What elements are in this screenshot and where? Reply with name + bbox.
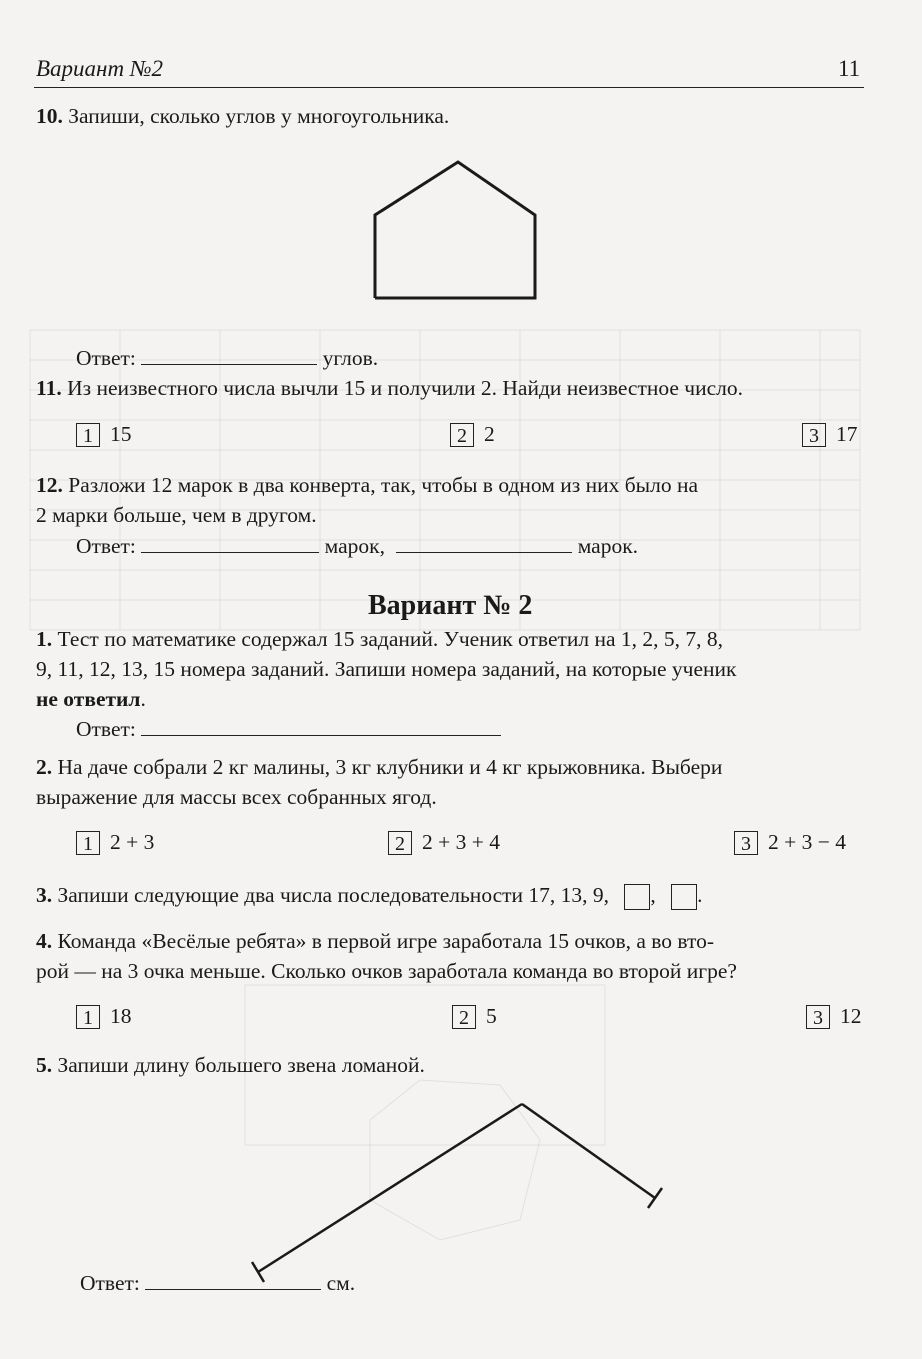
emphasis-text: не ответил — [36, 687, 141, 711]
option-number-box: 3 — [734, 831, 758, 855]
q11-option-2[interactable] — [450, 422, 495, 447]
answer-label: Ответ: — [76, 534, 136, 558]
option-value: 2 + 3 + 4 — [422, 830, 501, 854]
answer-label: Ответ: — [80, 1271, 140, 1295]
header-divider — [34, 87, 864, 88]
v2-question-5 — [36, 1050, 425, 1080]
answer-box-2[interactable] — [671, 884, 697, 910]
question-number: 1. — [36, 627, 53, 651]
question-number: 12. — [36, 473, 63, 497]
answer-blank[interactable] — [141, 715, 501, 736]
question-number: 10. — [36, 104, 63, 128]
v2q2-option-2[interactable] — [388, 830, 500, 855]
option-value: 18 — [110, 1004, 132, 1028]
question-text: Команда «Весёлые ребята» в первой игре заработала 15 очков, а во вто- — [57, 929, 715, 953]
page-number: 11 — [838, 56, 861, 81]
separator: , — [650, 883, 656, 907]
answer-unit-2: марок. — [577, 534, 639, 558]
v2q4-option-3[interactable] — [806, 1004, 862, 1029]
question-text: Запиши следующие два числа последовательности 17, 13, 9, — [57, 883, 610, 907]
answer-blank-1[interactable] — [141, 532, 319, 553]
question-text: Запиши длину большего звена ломаной. — [57, 1053, 425, 1077]
v2-question-1-line2: 9, 11, 12, 13, 15 номера заданий. Запиши номера заданий, на которые ученик — [36, 657, 737, 681]
q12-answer-line — [76, 531, 638, 561]
question-12-line2: 2 марки больше, чем в другом. — [36, 503, 317, 527]
v2-question-2-line2: выражение для массы всех собранных ягод. — [36, 785, 437, 809]
end-period: . — [697, 883, 703, 907]
v2q4-option-2[interactable] — [452, 1004, 497, 1029]
question-number: 2. — [36, 755, 53, 779]
v2q1-answer-line — [76, 714, 501, 744]
option-number-box: 1 — [76, 831, 100, 855]
variant-2-title: Вариант № 2 — [368, 590, 533, 621]
option-number-box: 2 — [388, 831, 412, 855]
answer-unit: см. — [326, 1271, 356, 1295]
question-text: Из неизвестного числа вычли 15 и получили 2. Найди неизвестное число. — [67, 376, 744, 400]
answer-label: Ответ: — [76, 717, 136, 741]
option-value: 12 — [840, 1004, 862, 1028]
v2q5-answer-line — [80, 1268, 355, 1298]
question-12 — [36, 470, 698, 500]
v2-question-2 — [36, 752, 722, 782]
question-11 — [36, 373, 743, 403]
v2-question-1 — [36, 624, 723, 654]
option-number-box: 1 — [76, 423, 100, 447]
question-10 — [36, 101, 449, 131]
question-text: Разложи 12 марок в два конверта, так, чтобы в одном из них было на — [68, 473, 699, 497]
option-number-box: 2 — [452, 1005, 476, 1029]
question-number: 5. — [36, 1053, 53, 1077]
v2q2-option-1[interactable] — [76, 830, 154, 855]
question-number: 11. — [36, 376, 62, 400]
question-text: Тест по математике содержал 15 заданий. Ученик ответил на 1, 2, 5, 7, 8, — [57, 627, 724, 651]
v2q2-option-3[interactable] — [734, 830, 846, 855]
answer-label: Ответ: — [76, 346, 136, 370]
v2-question-1-line3 — [36, 684, 146, 714]
question-number: 4. — [36, 929, 53, 953]
q11-option-3[interactable] — [802, 422, 858, 447]
answer-box-1[interactable] — [624, 884, 650, 910]
header-variant-title: Вариант №2 — [36, 56, 164, 81]
answer-blank[interactable] — [141, 344, 317, 365]
option-number-box: 3 — [802, 423, 826, 447]
v2-question-4-line2: рой — на 3 очка меньше. Сколько очков заработала команда во второй игре? — [36, 959, 737, 983]
option-value: 17 — [836, 422, 858, 446]
answer-blank[interactable] — [145, 1269, 321, 1290]
option-value: 15 — [110, 422, 132, 446]
option-value: 2 — [484, 422, 495, 446]
q10-answer-line — [76, 343, 378, 373]
option-value: 2 + 3 − 4 — [768, 830, 847, 854]
option-value: 2 + 3 — [110, 830, 155, 854]
option-number-box: 2 — [450, 423, 474, 447]
v2-question-3 — [36, 880, 703, 910]
q11-option-1[interactable] — [76, 422, 132, 447]
option-number-box: 3 — [806, 1005, 830, 1029]
option-number-box: 1 — [76, 1005, 100, 1029]
v2-question-4 — [36, 926, 714, 956]
question-text: Запиши, сколько углов у многоугольника. — [68, 104, 450, 128]
question-text: На даче собрали 2 кг малины, 3 кг клубники и 4 кг крыжовника. Выбери — [57, 755, 723, 779]
answer-unit: углов. — [322, 346, 379, 370]
answer-unit-1: марок, — [324, 534, 385, 558]
pentagon-figure — [370, 158, 540, 303]
question-number: 3. — [36, 883, 53, 907]
period: . — [140, 687, 146, 711]
option-value: 5 — [486, 1004, 497, 1028]
v2q4-option-1[interactable] — [76, 1004, 132, 1029]
answer-blank-2[interactable] — [396, 532, 572, 553]
broken-line-figure — [240, 1090, 680, 1290]
